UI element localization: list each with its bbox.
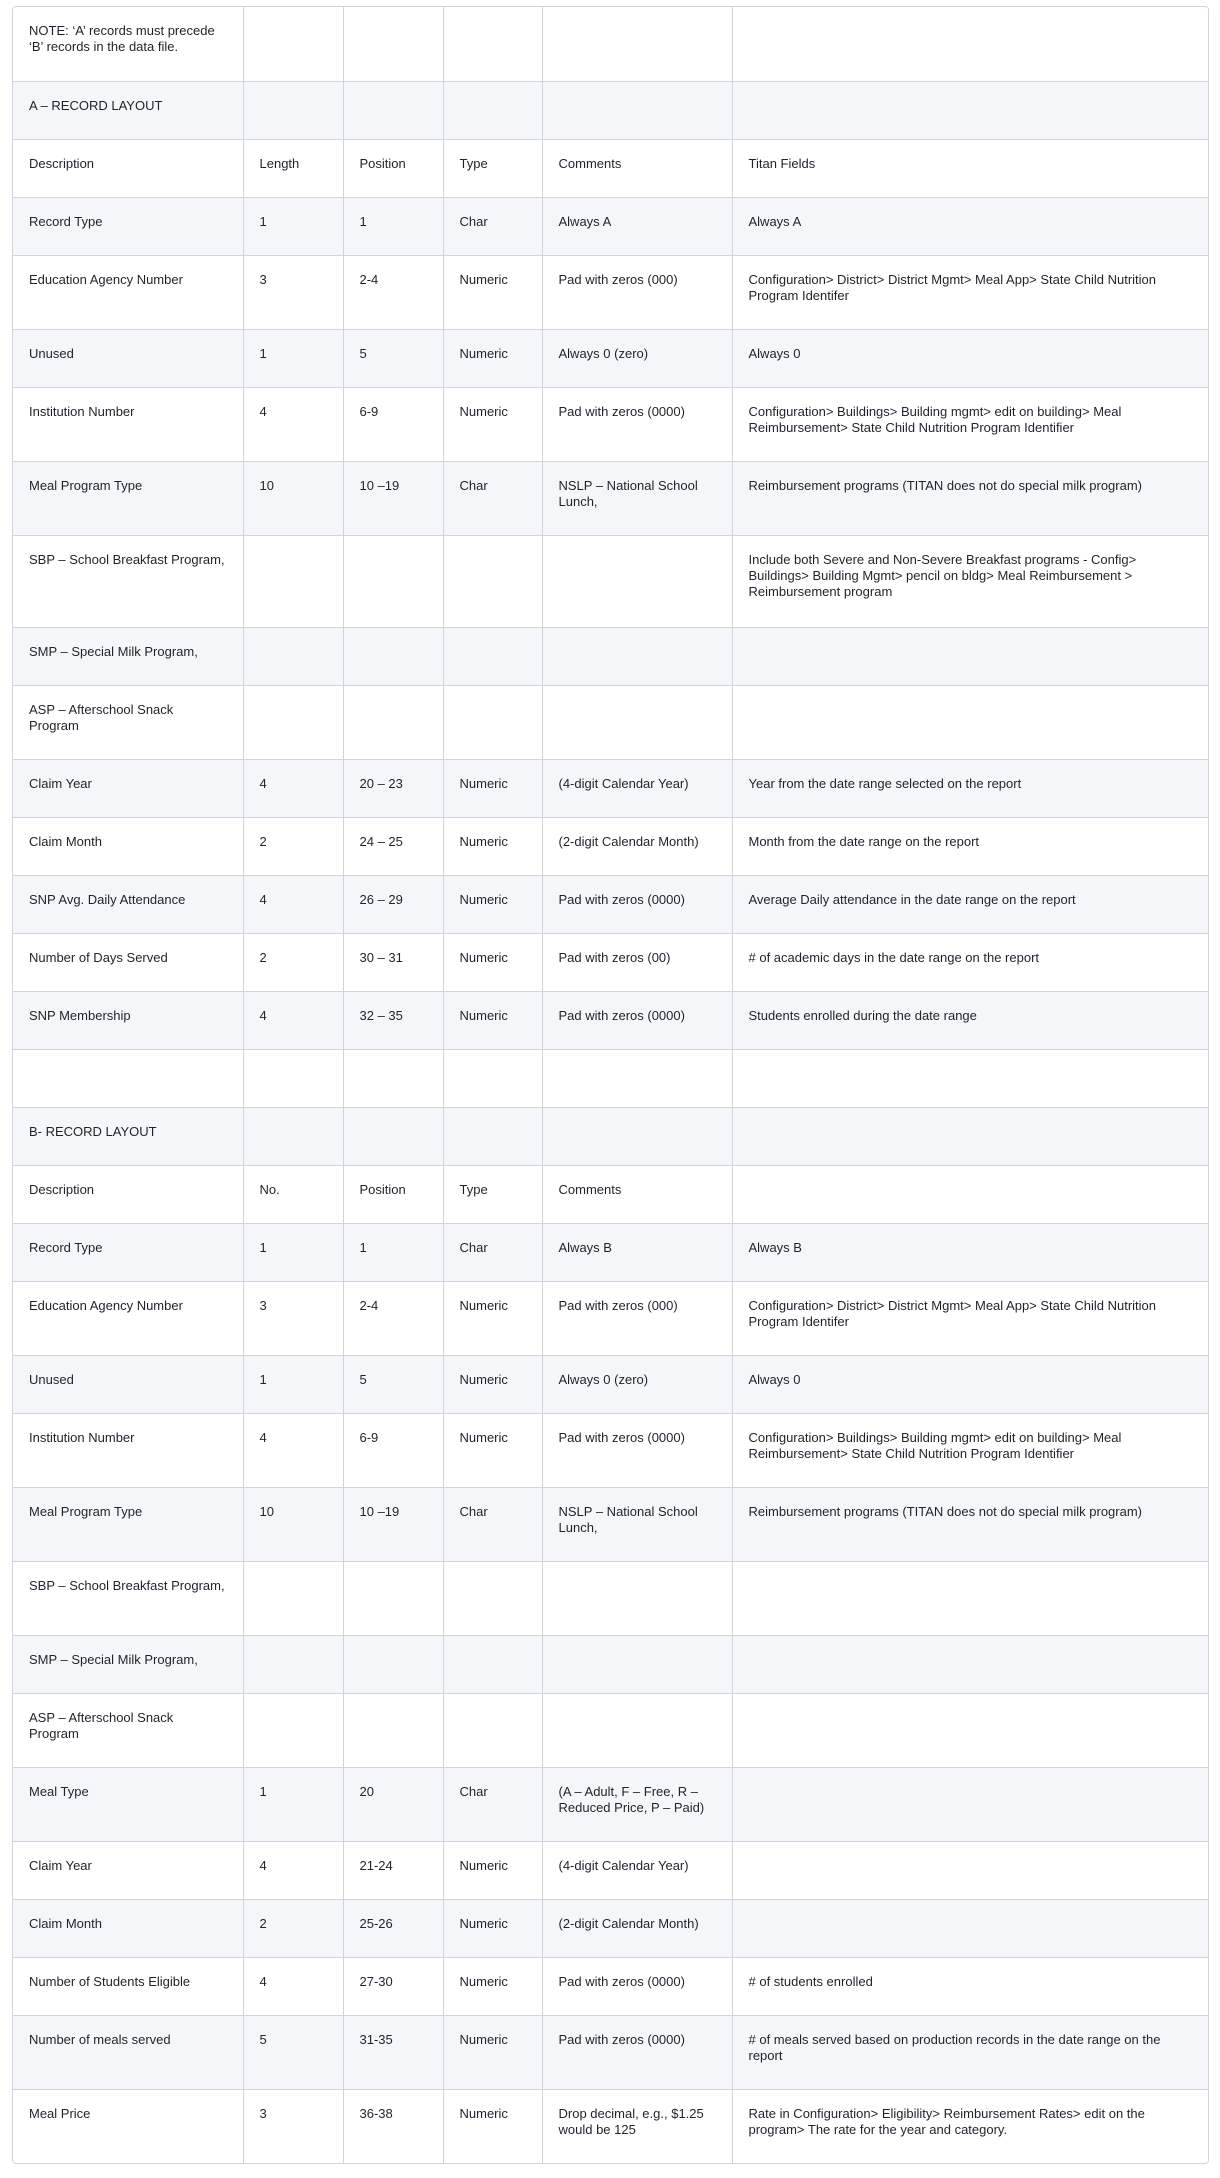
cell-length: 3 xyxy=(243,255,343,329)
cell-description: Claim Year xyxy=(13,759,243,817)
cell-titan-fields: Include both Severe and Non-Severe Breakfast programs - Config> Buildings> Building Mgmt> pencil on bldg> Meal Reimbursement > Reimbursement program xyxy=(732,535,1208,627)
cell-type xyxy=(443,627,542,685)
cell-description: Claim Year xyxy=(13,1841,243,1899)
cell-type: Numeric xyxy=(443,387,542,461)
cell-type xyxy=(443,1561,542,1635)
cell-description: Claim Month xyxy=(13,817,243,875)
header-comments: Comments xyxy=(542,139,732,197)
cell-comments: Pad with zeros (0000) xyxy=(542,387,732,461)
empty-cell xyxy=(732,81,1208,139)
cell-length xyxy=(243,685,343,759)
cell-type xyxy=(443,1635,542,1693)
cell-position: 20 xyxy=(343,1767,443,1841)
cell-number: 4 xyxy=(243,1841,343,1899)
cell-titan-fields: Students enrolled during the date range xyxy=(732,991,1208,1049)
cell-comments: Pad with zeros (000) xyxy=(542,1281,732,1355)
cell-type xyxy=(443,535,542,627)
cell-comments xyxy=(542,627,732,685)
cell-number: 4 xyxy=(243,1957,343,2015)
cell-type: Numeric xyxy=(443,1841,542,1899)
cell-type: Numeric xyxy=(443,1899,542,1957)
cell-position: 2-4 xyxy=(343,255,443,329)
cell-titan-fields: Year from the date range selected on the report xyxy=(732,759,1208,817)
cell-number: 3 xyxy=(243,1281,343,1355)
cell-description: Number of Days Served xyxy=(13,933,243,991)
table-row xyxy=(13,1281,1208,1355)
cell-comments: (4-digit Calendar Year) xyxy=(542,1841,732,1899)
record-layout-table-container xyxy=(12,6,1209,2164)
empty-cell xyxy=(343,1107,443,1165)
section-a-header-row xyxy=(13,139,1208,197)
cell-position: 6-9 xyxy=(343,387,443,461)
cell-description: Unused xyxy=(13,329,243,387)
empty-cell xyxy=(243,81,343,139)
cell-position: 10 –19 xyxy=(343,461,443,535)
empty-cell xyxy=(343,81,443,139)
cell-position: 5 xyxy=(343,329,443,387)
cell-comments: Always 0 (zero) xyxy=(542,1355,732,1413)
cell-description: Meal Program Type xyxy=(13,461,243,535)
cell-description: ASP – Afterschool Snack Program xyxy=(13,685,243,759)
cell-position: 31-35 xyxy=(343,2015,443,2089)
table-row xyxy=(13,933,1208,991)
cell-titan-fields: # of meals served based on production records in the date range on the report xyxy=(732,2015,1208,2089)
cell-description: SMP – Special Milk Program, xyxy=(13,627,243,685)
empty-cell xyxy=(343,7,443,81)
cell-description: SNP Membership xyxy=(13,991,243,1049)
table-row xyxy=(13,197,1208,255)
cell-position: 5 xyxy=(343,1355,443,1413)
cell-position: 6-9 xyxy=(343,1413,443,1487)
cell-comments: Pad with zeros (00) xyxy=(542,933,732,991)
cell-description: Record Type xyxy=(13,1223,243,1281)
header-length: Length xyxy=(243,139,343,197)
cell-type: Numeric xyxy=(443,875,542,933)
empty-cell xyxy=(443,7,542,81)
empty-cell xyxy=(243,7,343,81)
cell-type: Numeric xyxy=(443,255,542,329)
cell-titan-fields xyxy=(732,1767,1208,1841)
cell-titan-fields: Month from the date range on the report xyxy=(732,817,1208,875)
cell-titan-fields xyxy=(732,1635,1208,1693)
empty-cell xyxy=(732,1049,1208,1107)
empty-cell xyxy=(13,1049,243,1107)
cell-description: SMP – Special Milk Program, xyxy=(13,1635,243,1693)
table-row xyxy=(13,991,1208,1049)
cell-position: 30 – 31 xyxy=(343,933,443,991)
cell-description: Meal Price xyxy=(13,2089,243,2163)
cell-number: 1 xyxy=(243,1355,343,1413)
table-row xyxy=(13,1767,1208,1841)
cell-position: 10 –19 xyxy=(343,1487,443,1561)
table-row xyxy=(13,387,1208,461)
cell-length: 1 xyxy=(243,197,343,255)
cell-titan-fields: Always 0 xyxy=(732,329,1208,387)
cell-comments: Always 0 (zero) xyxy=(542,329,732,387)
cell-titan-fields xyxy=(732,1693,1208,1767)
cell-type: Numeric xyxy=(443,1355,542,1413)
cell-description: Meal Program Type xyxy=(13,1487,243,1561)
cell-type: Numeric xyxy=(443,1281,542,1355)
cell-type: Numeric xyxy=(443,1413,542,1487)
cell-description: Institution Number xyxy=(13,1413,243,1487)
cell-number: 4 xyxy=(243,1413,343,1487)
cell-titan-fields: # of academic days in the date range on the report xyxy=(732,933,1208,991)
blank-row xyxy=(13,1049,1208,1107)
cell-length: 1 xyxy=(243,329,343,387)
cell-comments: Drop decimal, e.g., $1.25 would be 125 xyxy=(542,2089,732,2163)
cell-comments: NSLP – National School Lunch, xyxy=(542,461,732,535)
cell-comments: Pad with zeros (0000) xyxy=(542,991,732,1049)
cell-type: Char xyxy=(443,1767,542,1841)
cell-length: 4 xyxy=(243,875,343,933)
cell-number: 2 xyxy=(243,1899,343,1957)
cell-titan-fields xyxy=(732,1561,1208,1635)
cell-description: Education Agency Number xyxy=(13,1281,243,1355)
cell-description: SBP – School Breakfast Program, xyxy=(13,535,243,627)
cell-comments: Pad with zeros (0000) xyxy=(542,1957,732,2015)
table-row xyxy=(13,875,1208,933)
cell-comments xyxy=(542,535,732,627)
cell-description: Record Type xyxy=(13,197,243,255)
cell-comments: Always B xyxy=(542,1223,732,1281)
table-row xyxy=(13,535,1208,627)
cell-titan-fields: Always A xyxy=(732,197,1208,255)
cell-description: Number of meals served xyxy=(13,2015,243,2089)
header-number: No. xyxy=(243,1165,343,1223)
cell-comments: (A – Adult, F – Free, R – Reduced Price, P – Paid) xyxy=(542,1767,732,1841)
section-b-header-row xyxy=(13,1165,1208,1223)
cell-length: 4 xyxy=(243,387,343,461)
table-row xyxy=(13,255,1208,329)
cell-position: 2-4 xyxy=(343,1281,443,1355)
cell-number: 3 xyxy=(243,2089,343,2163)
section-a-title: A – RECORD LAYOUT xyxy=(13,81,243,139)
cell-type: Char xyxy=(443,197,542,255)
cell-comments: Pad with zeros (000) xyxy=(542,255,732,329)
cell-comments: (2-digit Calendar Month) xyxy=(542,817,732,875)
table-row xyxy=(13,1841,1208,1899)
cell-position xyxy=(343,1635,443,1693)
table-row xyxy=(13,1635,1208,1693)
cell-position xyxy=(343,535,443,627)
cell-position xyxy=(343,1561,443,1635)
cell-titan-fields: Always 0 xyxy=(732,1355,1208,1413)
cell-length: 2 xyxy=(243,817,343,875)
cell-position: 27-30 xyxy=(343,1957,443,2015)
table-row xyxy=(13,1223,1208,1281)
empty-cell xyxy=(732,1107,1208,1165)
cell-description: SNP Avg. Daily Attendance xyxy=(13,875,243,933)
cell-type xyxy=(443,1693,542,1767)
header-description: Description xyxy=(13,1165,243,1223)
cell-type: Numeric xyxy=(443,933,542,991)
cell-position: 1 xyxy=(343,197,443,255)
cell-type: Char xyxy=(443,1487,542,1561)
note-row xyxy=(13,7,1208,81)
section-a-title-row xyxy=(13,81,1208,139)
cell-length: 4 xyxy=(243,991,343,1049)
note-text: NOTE: ‘A’ records must precede ‘B’ records in the data file. xyxy=(13,7,243,81)
table-row xyxy=(13,1355,1208,1413)
cell-description: Meal Type xyxy=(13,1767,243,1841)
header-description: Description xyxy=(13,139,243,197)
empty-cell xyxy=(243,1049,343,1107)
section-b-title-row xyxy=(13,1107,1208,1165)
table-row xyxy=(13,1561,1208,1635)
empty-cell xyxy=(542,1107,732,1165)
cell-type: Char xyxy=(443,1223,542,1281)
cell-position: 25-26 xyxy=(343,1899,443,1957)
cell-position: 24 – 25 xyxy=(343,817,443,875)
cell-number: 1 xyxy=(243,1223,343,1281)
cell-comments: NSLP – National School Lunch, xyxy=(542,1487,732,1561)
cell-titan-fields: Configuration> District> District Mgmt> Meal App> State Child Nutrition Program Identifer xyxy=(732,255,1208,329)
cell-titan-fields: Average Daily attendance in the date range on the report xyxy=(732,875,1208,933)
table-row xyxy=(13,1693,1208,1767)
cell-type: Numeric xyxy=(443,329,542,387)
cell-type xyxy=(443,685,542,759)
empty-cell xyxy=(542,1049,732,1107)
cell-titan-fields xyxy=(732,1899,1208,1957)
table-row xyxy=(13,1899,1208,1957)
cell-number: 10 xyxy=(243,1487,343,1561)
cell-comments: Pad with zeros (0000) xyxy=(542,875,732,933)
header-comments: Comments xyxy=(542,1165,732,1223)
table-row xyxy=(13,1413,1208,1487)
cell-titan-fields xyxy=(732,685,1208,759)
cell-description: Number of Students Eligible xyxy=(13,1957,243,2015)
cell-titan-fields: Reimbursement programs (TITAN does not do special milk program) xyxy=(732,1487,1208,1561)
empty-cell xyxy=(243,1107,343,1165)
table-row xyxy=(13,685,1208,759)
cell-position: 32 – 35 xyxy=(343,991,443,1049)
cell-description: SBP – School Breakfast Program, xyxy=(13,1561,243,1635)
cell-position: 20 – 23 xyxy=(343,759,443,817)
cell-number xyxy=(243,1561,343,1635)
header-position: Position xyxy=(343,1165,443,1223)
empty-cell xyxy=(732,7,1208,81)
table-row xyxy=(13,2089,1208,2163)
cell-titan-fields: Configuration> District> District Mgmt> Meal App> State Child Nutrition Program Identifer xyxy=(732,1281,1208,1355)
cell-description: Institution Number xyxy=(13,387,243,461)
header-type: Type xyxy=(443,1165,542,1223)
cell-position xyxy=(343,627,443,685)
cell-type: Numeric xyxy=(443,759,542,817)
empty-cell xyxy=(443,1049,542,1107)
record-layout-table xyxy=(13,7,1208,2163)
cell-length: 4 xyxy=(243,759,343,817)
table-row xyxy=(13,627,1208,685)
cell-type: Char xyxy=(443,461,542,535)
cell-titan-fields: Rate in Configuration> Eligibility> Reimbursement Rates> edit on the program> The rate for the year and category. xyxy=(732,2089,1208,2163)
cell-position: 26 – 29 xyxy=(343,875,443,933)
cell-number xyxy=(243,1693,343,1767)
table-row xyxy=(13,759,1208,817)
cell-comments: Pad with zeros (0000) xyxy=(542,1413,732,1487)
cell-titan-fields xyxy=(732,627,1208,685)
table-row xyxy=(13,2015,1208,2089)
cell-description: ASP – Afterschool Snack Program xyxy=(13,1693,243,1767)
cell-type: Numeric xyxy=(443,817,542,875)
cell-type: Numeric xyxy=(443,1957,542,2015)
empty-cell xyxy=(542,81,732,139)
cell-description: Education Agency Number xyxy=(13,255,243,329)
cell-comments xyxy=(542,685,732,759)
table-row xyxy=(13,1487,1208,1561)
table-row xyxy=(13,461,1208,535)
cell-length: 2 xyxy=(243,933,343,991)
cell-titan-fields: # of students enrolled xyxy=(732,1957,1208,2015)
cell-type: Numeric xyxy=(443,2015,542,2089)
empty-cell xyxy=(542,7,732,81)
cell-position: 1 xyxy=(343,1223,443,1281)
empty-cell xyxy=(443,1107,542,1165)
cell-number: 1 xyxy=(243,1767,343,1841)
cell-titan-fields: Reimbursement programs (TITAN does not do special milk program) xyxy=(732,461,1208,535)
cell-comments: Always A xyxy=(542,197,732,255)
cell-position: 36-38 xyxy=(343,2089,443,2163)
table-row xyxy=(13,329,1208,387)
cell-comments: Pad with zeros (0000) xyxy=(542,2015,732,2089)
cell-comments xyxy=(542,1693,732,1767)
cell-titan-fields: Always B xyxy=(732,1223,1208,1281)
header-titan-fields xyxy=(732,1165,1208,1223)
cell-comments: (2-digit Calendar Month) xyxy=(542,1899,732,1957)
section-b-title: B- RECORD LAYOUT xyxy=(13,1107,243,1165)
table-row xyxy=(13,817,1208,875)
cell-number xyxy=(243,1635,343,1693)
cell-length xyxy=(243,627,343,685)
cell-titan-fields xyxy=(732,1841,1208,1899)
empty-cell xyxy=(443,81,542,139)
cell-length xyxy=(243,535,343,627)
cell-comments: (4-digit Calendar Year) xyxy=(542,759,732,817)
header-type: Type xyxy=(443,139,542,197)
cell-description: Unused xyxy=(13,1355,243,1413)
cell-length: 10 xyxy=(243,461,343,535)
cell-titan-fields: Configuration> Buildings> Building mgmt> edit on building> Meal Reimbursement> State Child Nutrition Program Identifier xyxy=(732,1413,1208,1487)
header-titan-fields: Titan Fields xyxy=(732,139,1208,197)
table-row xyxy=(13,1957,1208,2015)
cell-titan-fields: Configuration> Buildings> Building mgmt> edit on building> Meal Reimbursement> State Child Nutrition Program Identifier xyxy=(732,387,1208,461)
cell-position xyxy=(343,685,443,759)
cell-position xyxy=(343,1693,443,1767)
cell-type: Numeric xyxy=(443,991,542,1049)
cell-comments xyxy=(542,1635,732,1693)
cell-description: Claim Month xyxy=(13,1899,243,1957)
cell-position: 21-24 xyxy=(343,1841,443,1899)
header-position: Position xyxy=(343,139,443,197)
cell-type: Numeric xyxy=(443,2089,542,2163)
empty-cell xyxy=(343,1049,443,1107)
cell-number: 5 xyxy=(243,2015,343,2089)
cell-comments xyxy=(542,1561,732,1635)
